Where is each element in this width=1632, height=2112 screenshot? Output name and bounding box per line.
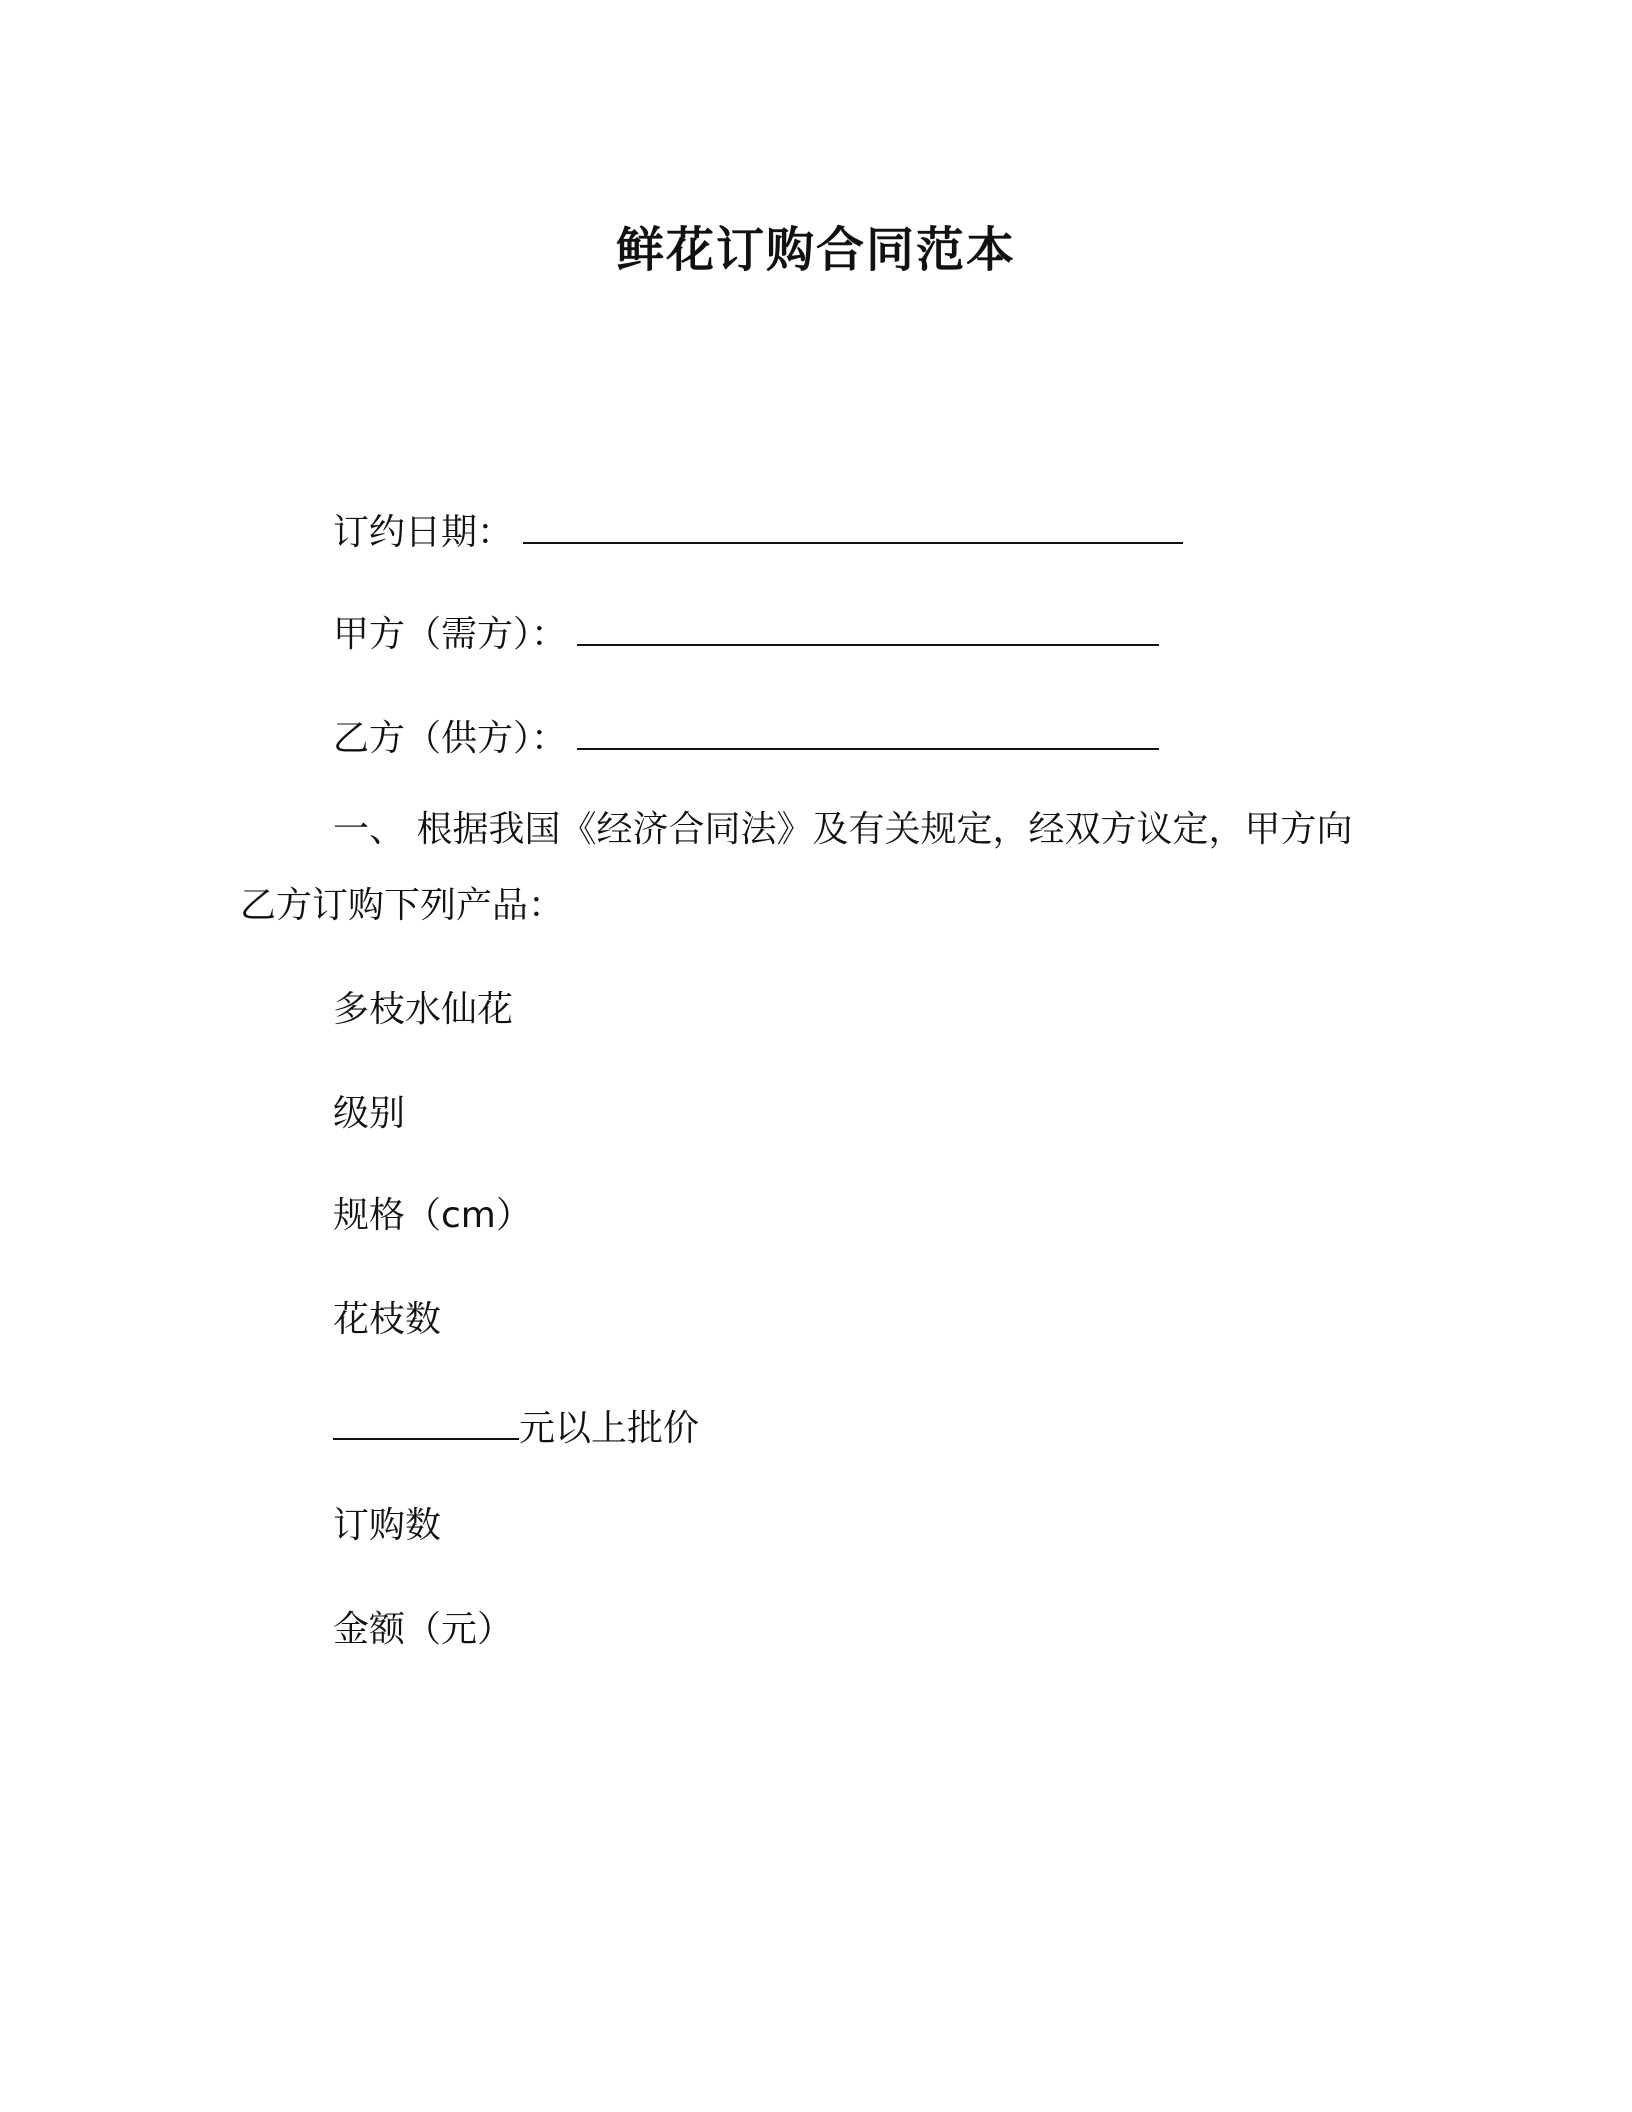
item-amount: 金额（元） bbox=[333, 1609, 514, 1650]
item-spec: 规格（cm） bbox=[333, 1195, 532, 1236]
item-wholesale-line bbox=[333, 1398, 699, 1455]
contract-date-blank[interactable] bbox=[523, 502, 1183, 544]
item-grade: 级别 bbox=[333, 1093, 406, 1134]
party-a-blank[interactable] bbox=[577, 604, 1159, 646]
item-order-qty: 订购数 bbox=[333, 1505, 442, 1546]
party-b-blank[interactable] bbox=[577, 708, 1159, 750]
contract-date-line bbox=[333, 502, 1183, 559]
item-product: 多枝水仙花 bbox=[333, 989, 514, 1030]
party-a-label: 甲方（需方）： bbox=[333, 614, 568, 655]
clause-one-line-2: 乙方订购下列产品： bbox=[240, 885, 565, 926]
clause-one-line-1: 一、 根据我国《经济合同法》及有关规定，经双方议定，甲方向 bbox=[333, 809, 1353, 850]
wholesale-price-blank[interactable] bbox=[333, 1398, 519, 1440]
party-b-label: 乙方（供方）： bbox=[333, 718, 568, 759]
document-title: 鲜花订购合同范本 bbox=[615, 222, 1016, 278]
contract-date-label: 订约日期： bbox=[333, 512, 514, 553]
item-branch-count: 花枝数 bbox=[333, 1299, 442, 1340]
item-wholesale-label: 元以上批价 bbox=[519, 1408, 700, 1449]
party-b-line bbox=[333, 708, 1159, 765]
party-a-line bbox=[333, 604, 1159, 661]
